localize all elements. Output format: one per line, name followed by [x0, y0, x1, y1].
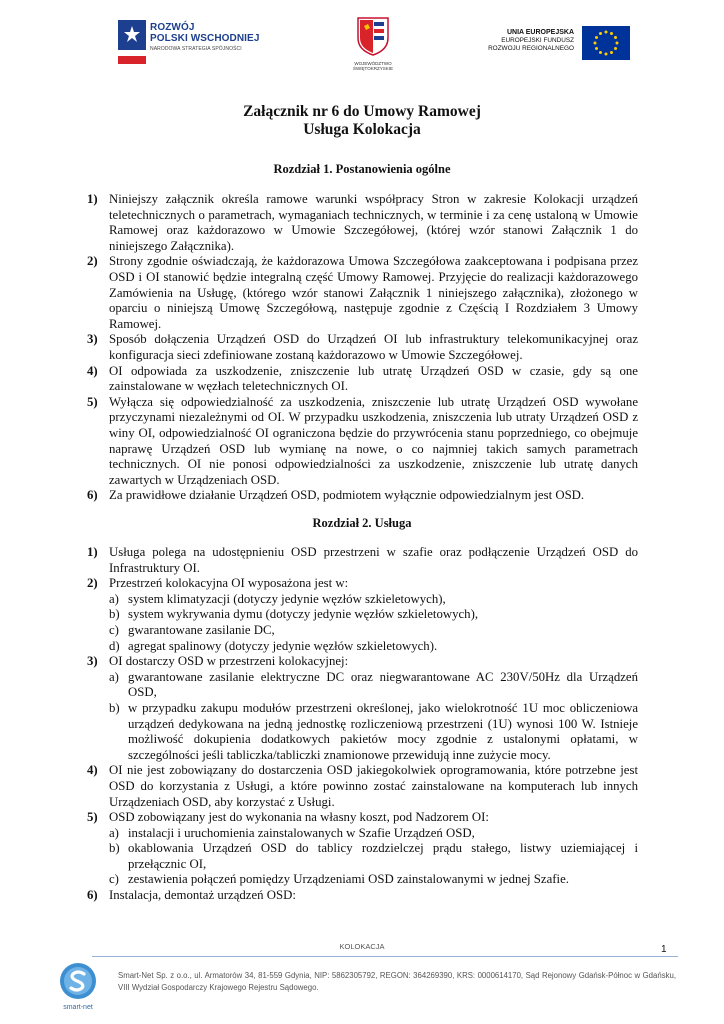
item-text: Sposób dołączenia Urządzeń OSD do Urządzeń OI lub infrastruktury telekomunikacyjnej oraz konfiguracja sieci zdefiniowane zostaną każdorazowo w Umowie Szczegółowej.	[109, 332, 638, 362]
item-text: Za prawidłowe działanie Urządzeń OSD, podmiotem wyłącznie odpowiedzialnym jest OSD.	[109, 488, 585, 503]
item-number: 5)	[87, 810, 98, 825]
list-item	[87, 192, 638, 254]
item-number: 6)	[87, 488, 98, 503]
footer-label: KOLOKACJA	[339, 942, 385, 951]
sub-item-text: gwarantowane zasilanie elektryczne DC oraz niegwarantowane AC 230V/50Hz dla Urządzeń OSD,	[128, 669, 638, 700]
sub-list-item	[109, 826, 638, 842]
item-text: Niniejszy załącznik określa ramowe warunki współpracy Stron w zakresie Kolokacji urządzeń teletechnicznych o parametrach, wymaganiach technicznych, w terminie i za cenę ustaloną w Umowie Ramowej oraz każdorazowo w Umowie Szczegółowej, (której wzór stanowi Załącznik 1 do niniejszego Załącznika).	[109, 192, 638, 253]
item-number: 6)	[87, 888, 98, 903]
item-number: 2)	[87, 254, 98, 269]
footer-address: Smart-Net Sp. z o.o., ul. Armatorów 34, 81-559 Gdynia, NIP: 5862305792, REGON: 364269390, KRS: 0000614170, Sąd Rejonowy Gdańsk-Północ w Gdańsku, VIII Wydział Gospodarczy Krajowego Rejestru Sądowego.	[118, 971, 676, 992]
item-text: OI nie jest zobowiązany do dostarczenia OSD jakiegokolwiek oprogramowania, które potrzebne jest OSD do korzystania z Usługi, a które powinno zostać zainstalowane na komputerach lub innych Urządzeniach OSD, aby korzystać z Usługi.	[109, 763, 638, 809]
sub-item-letter: a)	[109, 591, 119, 606]
smart-net-s-icon	[58, 961, 98, 1001]
smart-net-caption: smart-net	[63, 1004, 93, 1011]
item-text: Instalacja, demontaż urządzeń OSD:	[109, 888, 296, 903]
sub-item-text: w przypadku zakupu modułów przestrzeni określonej, jako wielokrotność 1U moc obliczeniowa urządzeń dedykowana na jedną jednostkę rozliczeniową przestrzeni (1U) wynosi 100 W. Istnieje możliwość dokupienia dodatkowych pakietów mocy zgodnie z ustalonymi opłatami, w szczególności jeśli tabliczka/tabliczki znamionowe przewidują inne zużycie mocy.	[128, 700, 638, 762]
logo-right-line1: UNIA EUROPEJSKA	[506, 29, 574, 36]
logo-center-line2: ŚWIĘTOKRZYSKIE	[353, 66, 393, 71]
sub-list	[109, 670, 638, 764]
eu-flag-icon	[582, 26, 630, 60]
sub-list-item	[109, 607, 638, 623]
sub-item-text: system klimatyzacji (dotyczy jedynie węzłów szkieletowych),	[128, 591, 446, 606]
sub-list-item	[109, 639, 638, 655]
logo-left-line3: NARODOWA STRATEGIA SPÓJNOŚCI	[150, 46, 242, 52]
smart-net-logo	[56, 961, 100, 1011]
sub-item-letter: a)	[109, 825, 119, 840]
sub-item-letter: b)	[109, 841, 120, 856]
title-line-1: Załącznik nr 6 do Umowy Ramowej	[243, 103, 481, 120]
list-item	[87, 332, 638, 363]
sub-item-letter: c)	[109, 872, 119, 887]
item-number: 4)	[87, 763, 98, 778]
list-item	[87, 364, 638, 395]
list-item	[87, 254, 638, 332]
rpw-mark-icon	[118, 20, 146, 64]
item-number: 1)	[87, 545, 98, 559]
sub-list-item	[109, 841, 638, 872]
crest-icon	[356, 16, 390, 56]
item-text: OI dostarczy OSD w przestrzeni kolokacyjnej:	[109, 654, 349, 669]
sub-item-letter: b)	[109, 700, 120, 715]
sub-list-item	[109, 623, 638, 639]
sub-item-text: system wykrywania dymu (dotyczy jedynie węzłów szkieletowych),	[128, 607, 479, 622]
page-number: 1	[661, 944, 667, 955]
item-text: Wyłącza się odpowiedzialność za uszkodzenia, zniszczenie lub utratę Urządzeń OSD wywołane przyczynami niezależnymi od OI. W przypadku uszkodzenia, zniszczenia lub utraty Urządzeń OSD z winy OI, odpowiedzialność OI ograniczona będzie do przywrócenia stanu poprzedniego, co obejmuje naprawę Urządzeń OSD lub wymianę na nowe, o co najmniej takich samych parametrach technicznych. OI nie ponosi odpowiedzialności za uszkodzenie, zniszczenie lub utratę danych zawartych w Urządzeniach OSD.	[109, 394, 638, 487]
item-text: Strony zgodnie oświadczają, że każdorazowa Umowa Szczegółowa zaakceptowana i podpisana przez OSD i OI stanowić będzie integralną część Umowy Ramowej. Przyjęcie do realizacji każdorazowego Zamówienia na Usługę, (którego wzór stanowi Załącznik 1 niniejszego załącznika), złożonego w oparciu o niniejszą Umowę Szczegółową, następuje zgodnie z Częścią I Rozdziałem 3 Umowy Ramowej.	[109, 254, 638, 331]
sub-list	[109, 592, 638, 654]
section-1-list	[87, 192, 638, 504]
header-logos	[0, 14, 724, 80]
list-item	[87, 763, 638, 810]
item-text: OSD zobowiązany jest do wykonania na własny koszt, pod Nadzorem OI:	[109, 810, 489, 825]
sub-item-text: instalacji i uruchomienia zainstalowanych w Szafie Urządzeń OSD,	[128, 825, 475, 840]
sub-item-text: zestawienia połączeń pomiędzy Urządzeniami OSD zainstalowanymi w jednej Szafie.	[128, 872, 569, 887]
section-1-heading: Rozdział 1. Postanowienia ogólne	[273, 162, 451, 176]
sub-item-text: agregat spalinowy (dotyczy jedynie węzłów szkieletowych).	[128, 638, 438, 653]
sub-list	[109, 826, 638, 888]
sub-item-letter: a)	[109, 669, 119, 684]
item-text: OI odpowiada za uszkodzenie, zniszczenie lub utratę Urządzeń OSD w czasie, gdy są one zainstalowane w węzłach teletechnicznych OI.	[109, 363, 638, 394]
item-number: 3)	[87, 332, 98, 347]
logo-left-line1: ROZWÓJ	[150, 22, 195, 33]
logo-left-line2: POLSKI WSCHODNIEJ	[150, 33, 260, 44]
section-2-list	[87, 545, 638, 904]
logo-right-line2: EUROPEJSKI FUNDUSZ	[501, 37, 574, 44]
sub-item-letter: c)	[109, 622, 119, 637]
swietokrzyskie-crest-logo	[350, 16, 396, 78]
sub-item-letter: d)	[109, 638, 120, 653]
sub-item-letter: b)	[109, 607, 120, 622]
footer-divider	[92, 956, 678, 957]
list-item	[87, 488, 638, 504]
sub-item-text: gwarantowane zasilanie DC,	[128, 622, 275, 637]
item-text: Usługa polega na udostępnieniu OSD przestrzeni w szafie oraz podłączenie Urządzeń OSD do Infrastruktury OI.	[109, 545, 638, 575]
list-item	[87, 545, 638, 576]
item-number: 4)	[87, 363, 98, 378]
list-item	[87, 888, 638, 904]
sub-item-text: okablowania Urządzeń OSD do tablicy rozdzielczej prądu stałego, listwy uziemiającej i przełącznic OI,	[128, 841, 638, 871]
eu-erdf-logo	[490, 26, 630, 72]
document-title	[0, 103, 724, 139]
logo-right-line3: ROZWOJU REGIONALNEGO	[488, 45, 574, 52]
sub-list-item	[109, 592, 638, 608]
section-2-heading: Rozdział 2. Usługa	[312, 516, 412, 530]
item-number: 2)	[87, 576, 98, 591]
sub-list-item	[109, 701, 638, 763]
sub-list-item	[109, 872, 638, 888]
item-number: 1)	[87, 192, 98, 206]
logo-center-line1: WOJEWÓDZTWO	[354, 61, 392, 66]
title-line-2: Usługa Kolokacja	[303, 121, 421, 138]
list-item	[87, 395, 638, 489]
sub-list-item	[109, 670, 638, 701]
item-number: 5)	[87, 394, 98, 409]
list-item	[87, 654, 638, 763]
list-item	[87, 810, 638, 888]
list-item	[87, 576, 638, 654]
item-number: 3)	[87, 654, 98, 669]
item-text: Przestrzeń kolokacyjna OI wyposażona jest w:	[109, 576, 349, 591]
rozwoj-polski-wschodniej-logo	[118, 20, 268, 70]
